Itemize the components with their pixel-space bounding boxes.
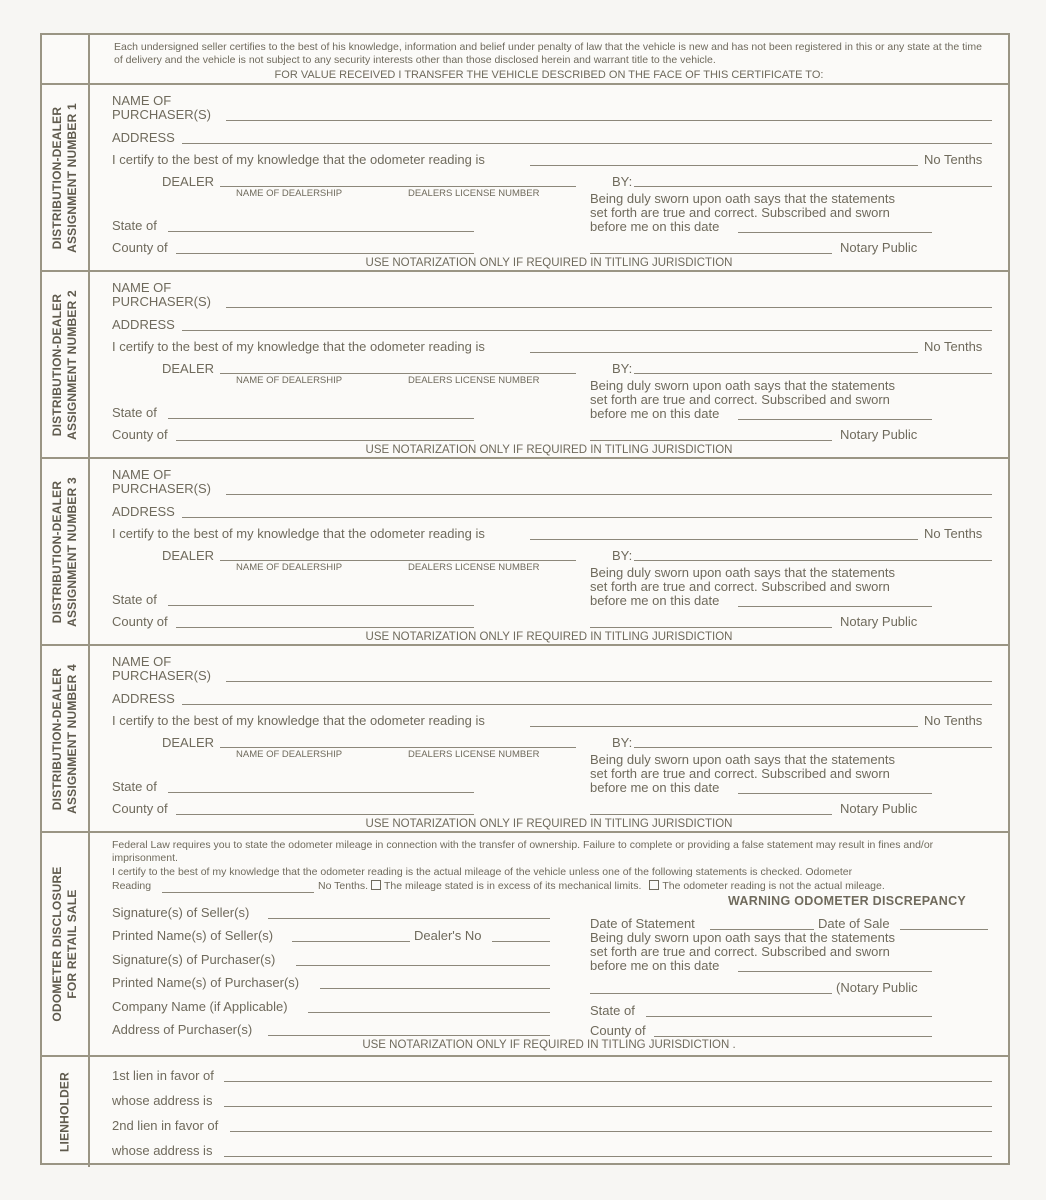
state-of-label: State of <box>112 779 157 794</box>
no-tenths-label: No Tenths <box>924 339 983 354</box>
sworn-text: Being duly sworn upon oath says that the statements set forth are true and correct. Subscribed and sworn before me on this date <box>590 191 895 234</box>
printed-sellers-label: Printed Name(s) of Seller(s) <box>112 928 274 943</box>
assignment-section-1 <box>42 85 1008 272</box>
no-tenths-label: No Tenths <box>924 152 983 167</box>
header-section <box>42 35 1008 85</box>
notary-line[interactable] <box>590 627 832 628</box>
assignment-section-3 <box>42 459 1008 646</box>
signature-sellers-label: Signature(s) of Seller(s) <box>112 905 250 920</box>
county-of-label: County of <box>112 240 168 255</box>
name-of-purchasers-label: NAME OF PURCHASER(S) <box>112 467 211 496</box>
odometer-county-of-line[interactable] <box>654 1036 932 1037</box>
notary-public-label: Notary Public <box>840 427 918 442</box>
notarization-note: USE NOTARIZATION ONLY IF REQUIRED IN TITLING JURISDICTION <box>365 257 733 269</box>
odometer-certify-text: I certify to the best of my knowledge that the odometer reading is the actual mileage of the vehicle unless one of the following statements is checked. Odometer <box>112 866 853 878</box>
odometer-county-of-label: County of <box>590 1023 646 1038</box>
name-of-purchasers-label: NAME OF PURCHASER(S) <box>112 93 211 122</box>
date-of-sale-line[interactable] <box>900 929 988 930</box>
second-whose-address-line[interactable] <box>224 1156 992 1157</box>
assignment-side-column <box>42 85 90 270</box>
address-label: ADDRESS <box>112 130 175 145</box>
odometer-notarization-note: USE NOTARIZATION ONLY IF REQUIRED IN TITLING JURISDICTION . <box>362 1039 736 1051</box>
first-lien-line[interactable] <box>224 1081 992 1082</box>
state-of-label: State of <box>112 218 157 233</box>
by-line[interactable] <box>634 373 992 374</box>
name-of-purchasers-label: NAME OF PURCHASER(S) <box>112 654 211 683</box>
state-of-line[interactable] <box>168 605 474 606</box>
reading-label: Reading <box>112 880 152 892</box>
by-label: BY: <box>612 361 633 376</box>
dealer-label: DEALER <box>162 735 215 750</box>
dealer-line[interactable] <box>220 747 576 748</box>
certification-text: Each undersigned seller certifies to the best of his knowledge, information and belief under penalty of law that the vehicle is new and has not been registered in this or any state at the time of delivery and the vehicle is not subject to any security interests other than those disclosed herein and warrant title to the vehicle. <box>114 41 982 66</box>
odometer-reading-line[interactable] <box>530 539 918 540</box>
dealers-no-line[interactable] <box>492 941 550 942</box>
by-line[interactable] <box>634 747 992 748</box>
sworn-text: Being duly sworn upon oath says that the statements set forth are true and correct. Subscribed and sworn before me on this date <box>590 378 895 421</box>
odometer-state-of-label: State of <box>590 1003 635 1018</box>
address-label: ADDRESS <box>112 504 175 519</box>
by-label: BY: <box>612 548 633 563</box>
date-of-statement-label: Date of Statement <box>590 916 695 931</box>
county-of-label: County of <box>112 801 168 816</box>
by-label: BY: <box>612 735 633 750</box>
lienholder-side-column <box>42 1057 90 1167</box>
odometer-notary-line[interactable] <box>590 993 832 994</box>
odometer-sworn-text: Being duly sworn upon oath says that the statements set forth are true and correct. Subscribed and sworn before me on this date <box>590 930 895 973</box>
name-of-dealership-caption: NAME OF DEALERSHIP <box>236 562 343 573</box>
state-of-label: State of <box>112 592 157 607</box>
assignment-side-column <box>42 459 90 644</box>
title-reassignment-form <box>40 33 1010 1165</box>
dealer-line[interactable] <box>220 560 576 561</box>
dealers-license-caption: DEALERS LICENSE NUMBER <box>408 375 540 386</box>
company-name-label: Company Name (if Applicable) <box>112 999 288 1014</box>
dealers-license-caption: DEALERS LICENSE NUMBER <box>408 188 540 199</box>
company-name-line[interactable] <box>308 1012 550 1013</box>
address-label: ADDRESS <box>112 691 175 706</box>
notary-public-label: Notary Public <box>840 614 918 629</box>
printed-purchasers-line[interactable] <box>320 988 550 989</box>
state-of-line[interactable] <box>168 418 474 419</box>
dealer-label: DEALER <box>162 361 215 376</box>
purchasers-line[interactable] <box>226 120 992 121</box>
county-of-line[interactable] <box>176 627 474 628</box>
notarization-note: USE NOTARIZATION ONLY IF REQUIRED IN TITLING JURISDICTION <box>365 631 733 643</box>
dealers-license-caption: DEALERS LICENSE NUMBER <box>408 562 540 573</box>
odometer-side-column <box>42 833 90 1055</box>
odometer-state-of-line[interactable] <box>646 1016 932 1017</box>
odometer-reading-line[interactable] <box>530 352 918 353</box>
address-line[interactable] <box>182 143 992 144</box>
first-whose-address-line[interactable] <box>224 1106 992 1107</box>
odometer-sworn-date-line[interactable] <box>738 971 932 972</box>
sworn-date-line[interactable] <box>738 606 932 607</box>
address-line[interactable] <box>182 704 992 705</box>
odometer-certify-label: I certify to the best of my knowledge that the odometer reading is <box>112 713 485 728</box>
reading-input-line[interactable] <box>162 892 314 893</box>
transfer-text: FOR VALUE RECEIVED I TRANSFER THE VEHICLE DESCRIBED ON THE FACE OF THIS CERTIFICATE TO: <box>274 69 824 81</box>
assignment-side-label: DISTRIBUTION-DEALER ASSIGNMENT NUMBER 1 <box>50 102 79 253</box>
notary-public-label: Notary Public <box>840 240 918 255</box>
notarization-note: USE NOTARIZATION ONLY IF REQUIRED IN TITLING JURISDICTION <box>365 444 733 456</box>
address-purchasers-line[interactable] <box>268 1035 550 1036</box>
sworn-date-line[interactable] <box>738 419 932 420</box>
assignment-side-label: DISTRIBUTION-DEALER ASSIGNMENT NUMBER 2 <box>50 289 79 440</box>
odometer-certify-label: I certify to the best of my knowledge that the odometer reading is <box>112 152 485 167</box>
address-line[interactable] <box>182 517 992 518</box>
name-of-dealership-caption: NAME OF DEALERSHIP <box>236 749 343 760</box>
address-label: ADDRESS <box>112 317 175 332</box>
county-of-label: County of <box>112 427 168 442</box>
no-tenths-label: No Tenths <box>924 526 983 541</box>
dealer-label: DEALER <box>162 174 215 189</box>
state-of-line[interactable] <box>168 231 474 232</box>
sworn-text: Being duly sworn upon oath says that the statements set forth are true and correct. Subscribed and sworn before me on this date <box>590 565 895 608</box>
assignment-side-column <box>42 272 90 457</box>
second-lien-line[interactable] <box>230 1131 992 1132</box>
dealers-license-caption: DEALERS LICENSE NUMBER <box>408 749 540 760</box>
sworn-date-line[interactable] <box>738 232 932 233</box>
purchasers-line[interactable] <box>226 681 992 682</box>
assignment-side-label: DISTRIBUTION-DEALER ASSIGNMENT NUMBER 4 <box>50 663 79 814</box>
federal-law-text: Federal Law requires you to state the odometer mileage in connection with the transfer of ownership. Failure to complete or providing a false statement may result in fines and/or imprisonment. <box>112 839 934 864</box>
odometer-reading-line[interactable] <box>530 165 918 166</box>
not-actual-checkbox[interactable] <box>649 880 659 890</box>
sworn-text: Being duly sworn upon oath says that the statements set forth are true and correct. Subscribed and sworn before me on this date <box>590 752 895 795</box>
second-lien-label: 2nd lien in favor of <box>112 1118 219 1133</box>
odometer-notary-public-label: (Notary Public <box>836 980 918 995</box>
dealers-no-label: Dealer's No <box>414 928 482 943</box>
lienholder-section <box>42 1057 1008 1167</box>
assignment-section-2 <box>42 272 1008 459</box>
assignment-side-column <box>42 646 90 831</box>
county-of-line[interactable] <box>176 814 474 815</box>
address-purchasers-label: Address of Purchaser(s) <box>112 1022 253 1037</box>
sworn-date-line[interactable] <box>738 793 932 794</box>
name-of-purchasers-label: NAME OF PURCHASER(S) <box>112 280 211 309</box>
dealer-line[interactable] <box>220 373 576 374</box>
name-of-dealership-caption: NAME OF DEALERSHIP <box>236 188 343 199</box>
warning-odometer-discrepancy: WARNING ODOMETER DISCREPANCY <box>728 894 967 908</box>
first-lien-label: 1st lien in favor of <box>112 1068 214 1083</box>
purchasers-line[interactable] <box>226 494 992 495</box>
second-whose-address-label: whose address is <box>112 1143 213 1158</box>
printed-purchasers-label: Printed Name(s) of Purchaser(s) <box>112 975 300 990</box>
lienholder-side-label: LIENHOLDER <box>57 1072 72 1152</box>
dealer-line[interactable] <box>220 186 576 187</box>
county-of-line[interactable] <box>176 440 474 441</box>
signature-purchasers-line[interactable] <box>296 965 550 966</box>
reading-no-tenths-label: No Tenths. The mileage stated is in excess of its mechanical limits. The odometer reading is not the actual mileage. <box>318 880 885 892</box>
date-of-sale-label: Date of Sale <box>818 916 890 931</box>
printed-sellers-line[interactable] <box>292 941 410 942</box>
signature-purchasers-label: Signature(s) of Purchaser(s) <box>112 952 276 967</box>
notary-line[interactable] <box>590 440 832 441</box>
odometer-certify-label: I certify to the best of my knowledge that the odometer reading is <box>112 339 485 354</box>
notarization-note: USE NOTARIZATION ONLY IF REQUIRED IN TITLING JURISDICTION <box>365 818 733 830</box>
odometer-disclosure-section <box>42 833 1008 1057</box>
no-tenths-label: No Tenths <box>924 713 983 728</box>
odometer-certify-label: I certify to the best of my knowledge that the odometer reading is <box>112 526 485 541</box>
notary-public-label: Notary Public <box>840 801 918 816</box>
odometer-reading-line[interactable] <box>530 726 918 727</box>
county-of-line[interactable] <box>176 253 474 254</box>
header-side-column <box>42 35 90 83</box>
by-line[interactable] <box>634 186 992 187</box>
excess-mileage-checkbox[interactable] <box>371 880 381 890</box>
first-whose-address-label: whose address is <box>112 1093 213 1108</box>
odometer-side-label: ODOMETER DISCLOSURE FOR RETAIL SALE <box>50 866 79 1022</box>
notary-line[interactable] <box>590 814 832 815</box>
signature-sellers-line[interactable] <box>268 918 550 919</box>
address-line[interactable] <box>182 330 992 331</box>
name-of-dealership-caption: NAME OF DEALERSHIP <box>236 375 343 386</box>
notary-line[interactable] <box>590 253 832 254</box>
county-of-label: County of <box>112 614 168 629</box>
state-of-line[interactable] <box>168 792 474 793</box>
by-line[interactable] <box>634 560 992 561</box>
by-label: BY: <box>612 174 633 189</box>
purchasers-line[interactable] <box>226 307 992 308</box>
assignment-side-label: DISTRIBUTION-DEALER ASSIGNMENT NUMBER 3 <box>50 476 79 627</box>
dealer-label: DEALER <box>162 548 215 563</box>
state-of-label: State of <box>112 405 157 420</box>
assignment-section-4 <box>42 646 1008 833</box>
